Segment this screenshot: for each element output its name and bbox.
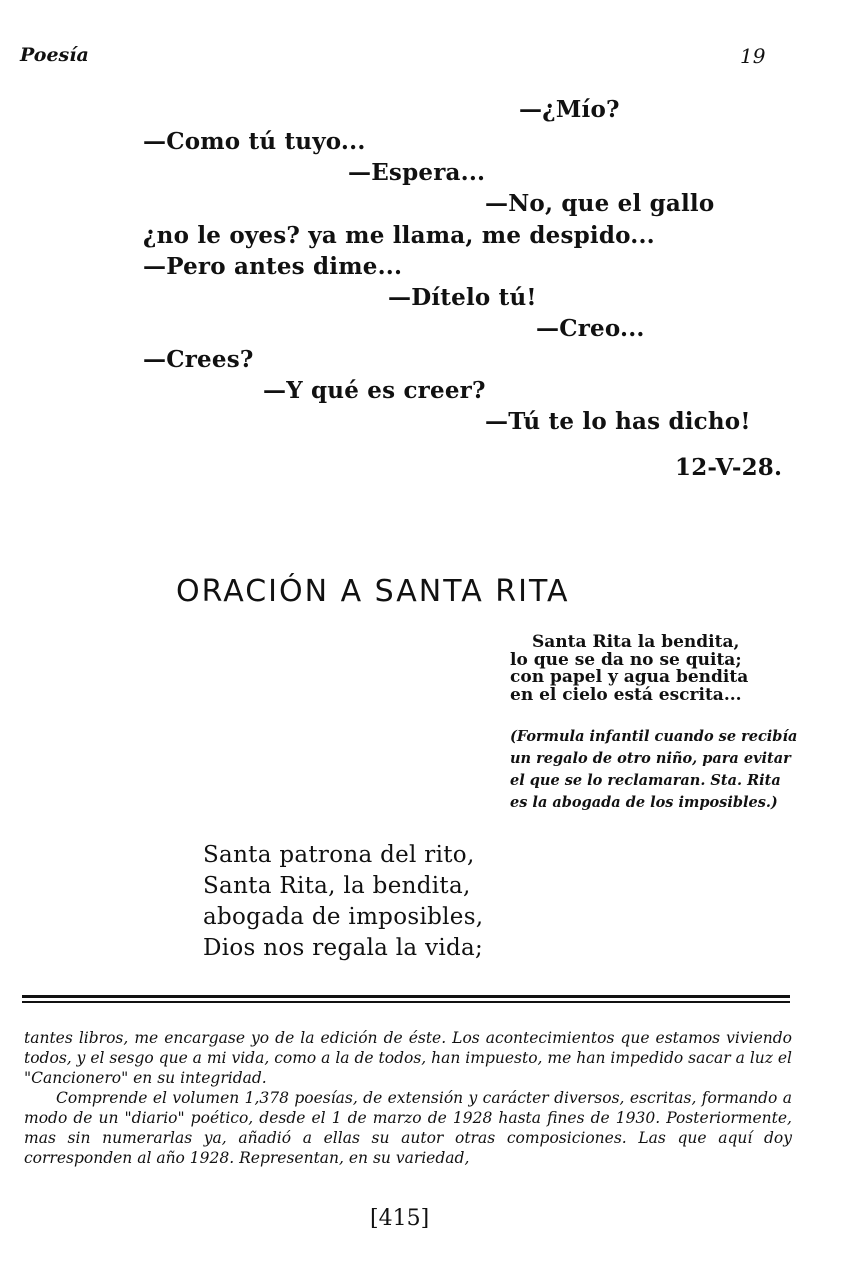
epigraph-line: Santa Rita la bendita, [532,632,740,652]
dialogue-line: —Y qué es creer? [263,377,486,404]
dialogue-line: —Creo... [536,315,645,342]
stanza-line: abogada de imposibles, [203,904,484,930]
dialogue-line: —Espera... [348,159,486,186]
epigraph-note: (Formula infantil cuando se recibía un regalo de otro niño, para evitar el que se lo reclamaran. Sta. Rita es la abogada de los imposibles.) [510,728,798,811]
dialogue-line: —Como tú tuyo... [143,128,366,155]
page-number: [415] [370,1206,430,1231]
epigraph-line: en el cielo está escrita... [510,684,742,705]
poem-date: 12-V-28. [675,454,783,481]
dialogue-line: —¿Mío? [519,96,620,123]
stanza-line: Santa Rita, la bendita, [203,873,471,899]
footnote-paragraph: tantes libros, me encargase yo de la edición de éste. Los acontecimientos que estamos viviendo todos, y el sesgo que a mi vida, como a la de todos, han impuesto, me han impedido sacar a luz el "Cancionero" en su integridad. [24,1029,792,1087]
poem-title: ORACIÓN A SANTA RITA [176,574,570,609]
footnote-divider-thin [22,1001,790,1003]
dialogue-line: —No, que el gallo [485,190,715,217]
running-header-section: Poesía [20,44,89,66]
dialogue-line: —Pero antes dime... [143,253,403,280]
epigraph-line: lo que se da no se quita; [510,649,742,670]
epigraph [510,634,748,704]
dialogue-line: ¿no le oyes? ya me llama, me despido... [143,222,655,249]
running-header-page-number: 19 [740,44,766,68]
footnote-paragraph: Comprende el volumen 1,378 poesías, de extensión y carácter diversos, escritas, formando a modo de un "diario" poético, desde el 1 de marzo de 1928 hasta fines de 1930. Posteriormente, mas sin numerarlas ya, añadió a ellas su autor otras composiciones. Las que aquí doy corresponden al año 1928. Representan, en su variedad, [24,1089,792,1167]
stanza-line: Dios nos regala la vida; [203,935,484,961]
stanza-line: Santa patrona del rito, [203,842,475,868]
dialogue-line: —Dítelo tú! [388,284,537,311]
dialogue-line: —Tú te lo has dicho! [485,408,751,435]
poem-stanza [203,840,483,964]
footnote [24,1028,792,1168]
dialogue-line: —Crees? [143,346,254,373]
epigraph-line: con papel y agua bendita [510,667,749,687]
footnote-divider-thick [22,995,790,998]
